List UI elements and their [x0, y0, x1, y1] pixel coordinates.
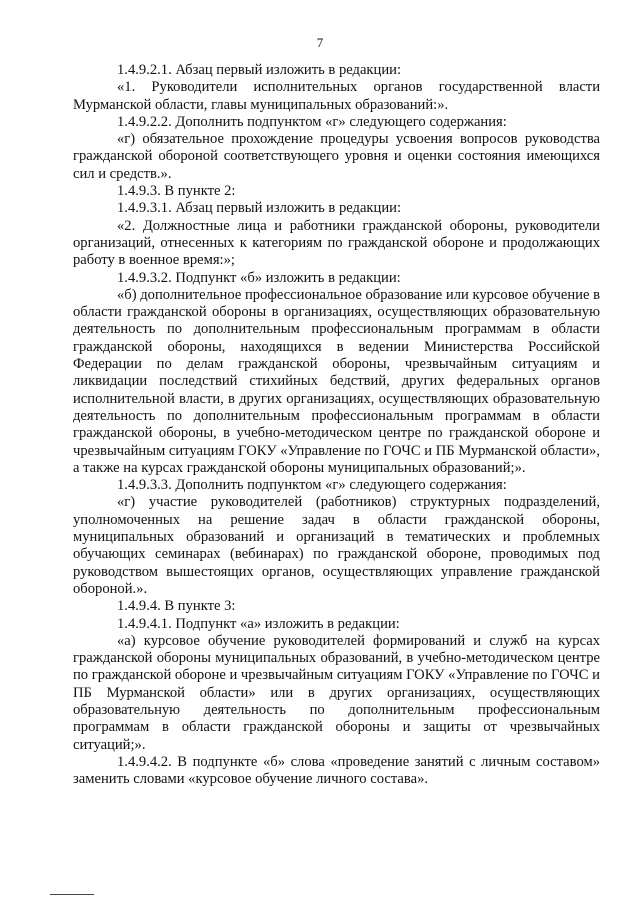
paragraph-quote-g-2: «г) участие руководителей (работников) структурных подразделений, уполномоченных на решение задач в области гражданской обороны, муниципальных образований и организаций в тематических и проблемных обучающих семинарах (вебинарах) по гражданской обороне, проводимых под руководством вышестоящих органов, осуществляющих управление гражданской обороной.».: [73, 494, 600, 597]
paragraph-1-4-9-4-1: 1.4.9.4.1. Подпункт «а» изложить в редакции:: [117, 615, 400, 632]
paragraph-quote-b: «б) дополнительное профессиональное образование или курсовое обучение в области гражданской обороны в организациях, осуществляющих образовательную деятельность по дополнительным профессиональным программам в области гражданской обороны, находящихся в ведении Министерства Российской Федерации по делам гражданской обороны, чрезвычайным ситуациям и ликвидации последствий стихийных бедствий, других федеральных органов исполнительной власти, в других организациях, осуществляющих образовательную деятельность по дополнительным профессиональным программам в области гражданской обороны, в учебно-методическом центре по гражданской обороне и чрезвычайным ситуациям ГОКУ «Управление по ГОЧС и ПБ Мурманской области», а также на курсах гражданской обороны муниципальных образований;».: [73, 286, 601, 476]
paragraph-1-4-9-3-1: 1.4.9.3.1. Абзац первый изложить в редакции:: [117, 200, 402, 217]
paragraph-quote-a: «а) курсовое обучение руководителей формирований и служб на курсах гражданской обороны муниципальных образований, в учебно-методическом центре по гражданской обороне и чрезвычайным ситуациям ГОКУ «Управление по ГОЧС и ПБ Мурманской области» или в других организациях, осуществляющих образовательную деятельность по дополнительным профессиональным программам в области гражданской обороны и защиты от чрезвычайных ситуаций;».: [73, 632, 600, 753]
page-number: 7: [316, 35, 324, 50]
paragraph-1-4-9-3-2: 1.4.9.3.2. Подпункт «б» изложить в редакции:: [117, 269, 401, 286]
paragraph-1-4-9-3: 1.4.9.3. В пункте 2:: [117, 183, 236, 200]
paragraph-1-4-9-4-2: 1.4.9.4.2. В подпункте «б» слова «проведение занятий с личным составом» заменить словами «курсовое обучение личного состава».: [73, 753, 600, 788]
paragraph-1-4-9-2-2: 1.4.9.2.2. Дополнить подпунктом «г» следующего содержания:: [117, 113, 507, 130]
paragraph-quote-g: «г) обязательное прохождение процедуры усвоения вопросов руководства гражданской обороной соответствующего уровня и оценки состояния имеющихся сил и средств.».: [73, 131, 600, 182]
paragraph-1-4-9-3-3: 1.4.9.3.3. Дополнить подпунктом «г» следующего содержания:: [117, 477, 507, 494]
paragraph-1-4-9-4: 1.4.9.4. В пункте 3:: [117, 598, 236, 615]
document-body: [73, 62, 600, 788]
paragraph-quote-2: «2. Должностные лица и работники гражданской обороны, руководители организаций, отнесенных к категориям по гражданской обороне и продолжающих работу в военное время:»;: [73, 217, 600, 269]
paragraph-1-4-9-2-1: 1.4.9.2.1. Абзац первый изложить в редакции:: [117, 62, 402, 78]
footer-rule: [50, 894, 94, 895]
paragraph-quote-1: «1. Руководители исполнительных органов государственной власти Мурманской области, главы муниципальных образований:».: [73, 79, 600, 113]
